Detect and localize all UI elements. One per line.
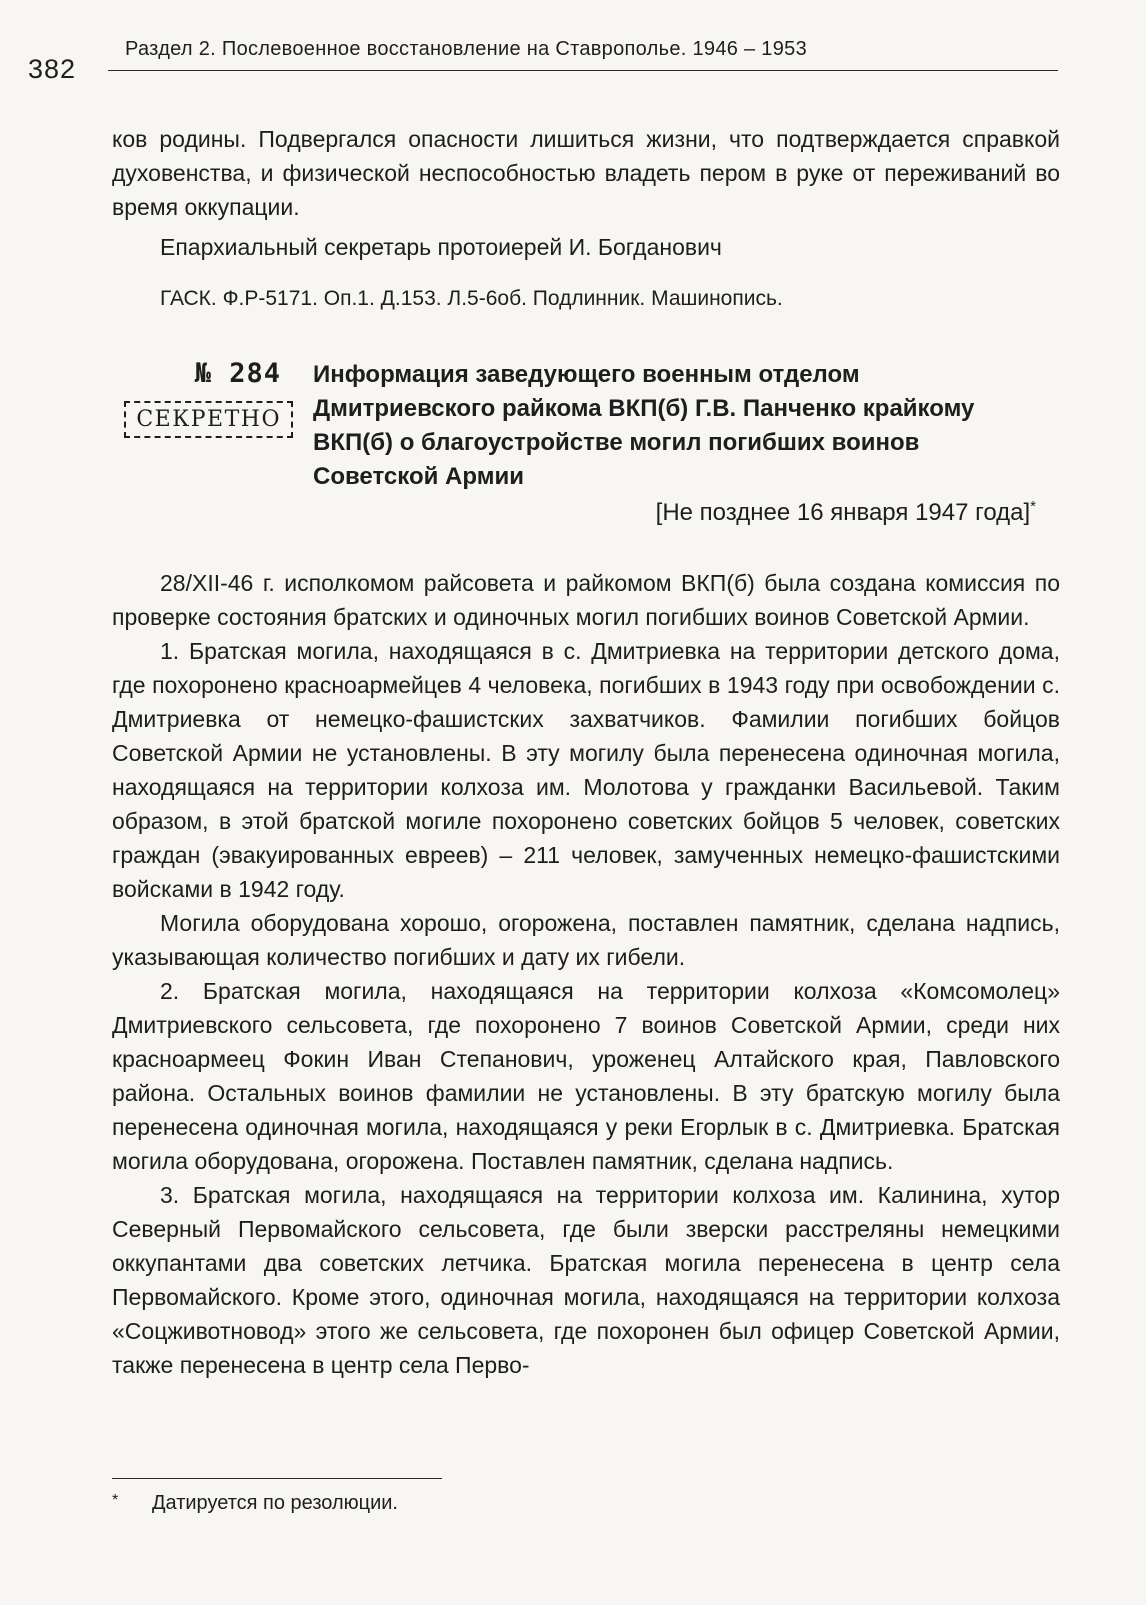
previous-document-block: [112, 122, 1060, 316]
footnote-mark: *: [112, 1492, 119, 1509]
archive-reference: ГАСК. Ф.Р-5171. Оп.1. Д.153. Л.5-6об. Подлинник. Машинопись.: [160, 287, 783, 310]
running-header: Раздел 2. Послевоенное восстановление на Ставрополье. 1946 – 1953: [125, 38, 807, 60]
document-title: Информация заведующего военным отделом Дмитриевского райкома ВКП(б) Г.В. Панченко крайкому ВКП(б) о благоустройстве могил погибших воинов Советской Армии: [313, 361, 975, 490]
previous-document-text: ков родины. Подвергался опасности лишиться жизни, что подтверждается справкой духовенства, и физической неспособностью владеть пером в руке от переживаний во время оккупации.: [112, 126, 1060, 220]
footnote-rule: [112, 1478, 442, 1479]
body-paragraph: 3. Братская могила, находящаяся на территории колхоза им. Калинина, хутор Северный Первомайского сельсовета, где были зверски расстреляны немецкими оккупантами два советских летчика. Братская могила перенесена в центр села Первомайского. Кроме этого, одиночная могила, находящаяся на территории колхоза «Соцживотновод» этого же сельсовета, где похоронен был офицер Советской Армии, также перенесена в центр села Перво-: [112, 1182, 1060, 1378]
document-date-text: [Не позднее 16 января 1947 года]: [655, 499, 1031, 526]
document-number: № 284: [194, 358, 281, 389]
document-label: [108, 358, 293, 438]
body-paragraph: 2. Братская могила, находящаяся на территории колхоза «Комсомолец» Дмитриевского сельсовета, где похоронено 7 воинов Советской Армии, среди них красноармеец Фокин Иван Степанович, уроженец Алтайского края, Павловского района. Остальных воинов фамилии не установлены. В эту братскую могилу была перенесена одиночная могила, находящаяся у реки Егорлык в с. Дмитриевка. Братская могила оборудована, огорожена. Поставлен памятник, сделана надпись.: [112, 978, 1060, 1174]
body-paragraph: Могила оборудована хорошо, огорожена, поставлен памятник, сделана надпись, указывающая количество погибших и дату их гибели.: [112, 910, 1060, 970]
signature: Епархиальный секретарь протоиерей И. Богданович: [160, 234, 722, 260]
secret-stamp: СЕКРЕТНО: [124, 401, 293, 438]
page-number: 382: [28, 54, 77, 84]
footnote-text: Датируется по резолюции.: [152, 1492, 398, 1514]
footnote-reference: *: [1030, 498, 1036, 515]
body-paragraph: 28/XII-46 г. исполкомом райсовета и райкомом ВКП(б) была создана комиссия по проверке состояния братских и одиночных могил погибших воинов Советской Армии.: [112, 570, 1060, 630]
header-rule: [108, 70, 1058, 71]
document-body: [112, 566, 1060, 1382]
body-paragraph: 1. Братская могила, находящаяся в с. Дмитриевка на территории детского дома, где похоронено красноармейцев 4 человека, погибших в 1943 году при освобождении с. Дмитриевка от немецко-фашистских захватчиков. Фамилии погибших бойцов Советской Армии не установлены. В эту могилу была перенесена одиночная могила, находящаяся на территории колхоза им. Молотова у гражданки Васильевой. Таким образом, в этой братской могиле похоронено советских бойцов 5 человек, советских граждан (эвакуированных евреев) – 211 человек, замученных немецко-фашистскими войсками в 1942 году.: [112, 638, 1060, 902]
footnote: [112, 1492, 398, 1515]
document-date: [656, 498, 1036, 527]
